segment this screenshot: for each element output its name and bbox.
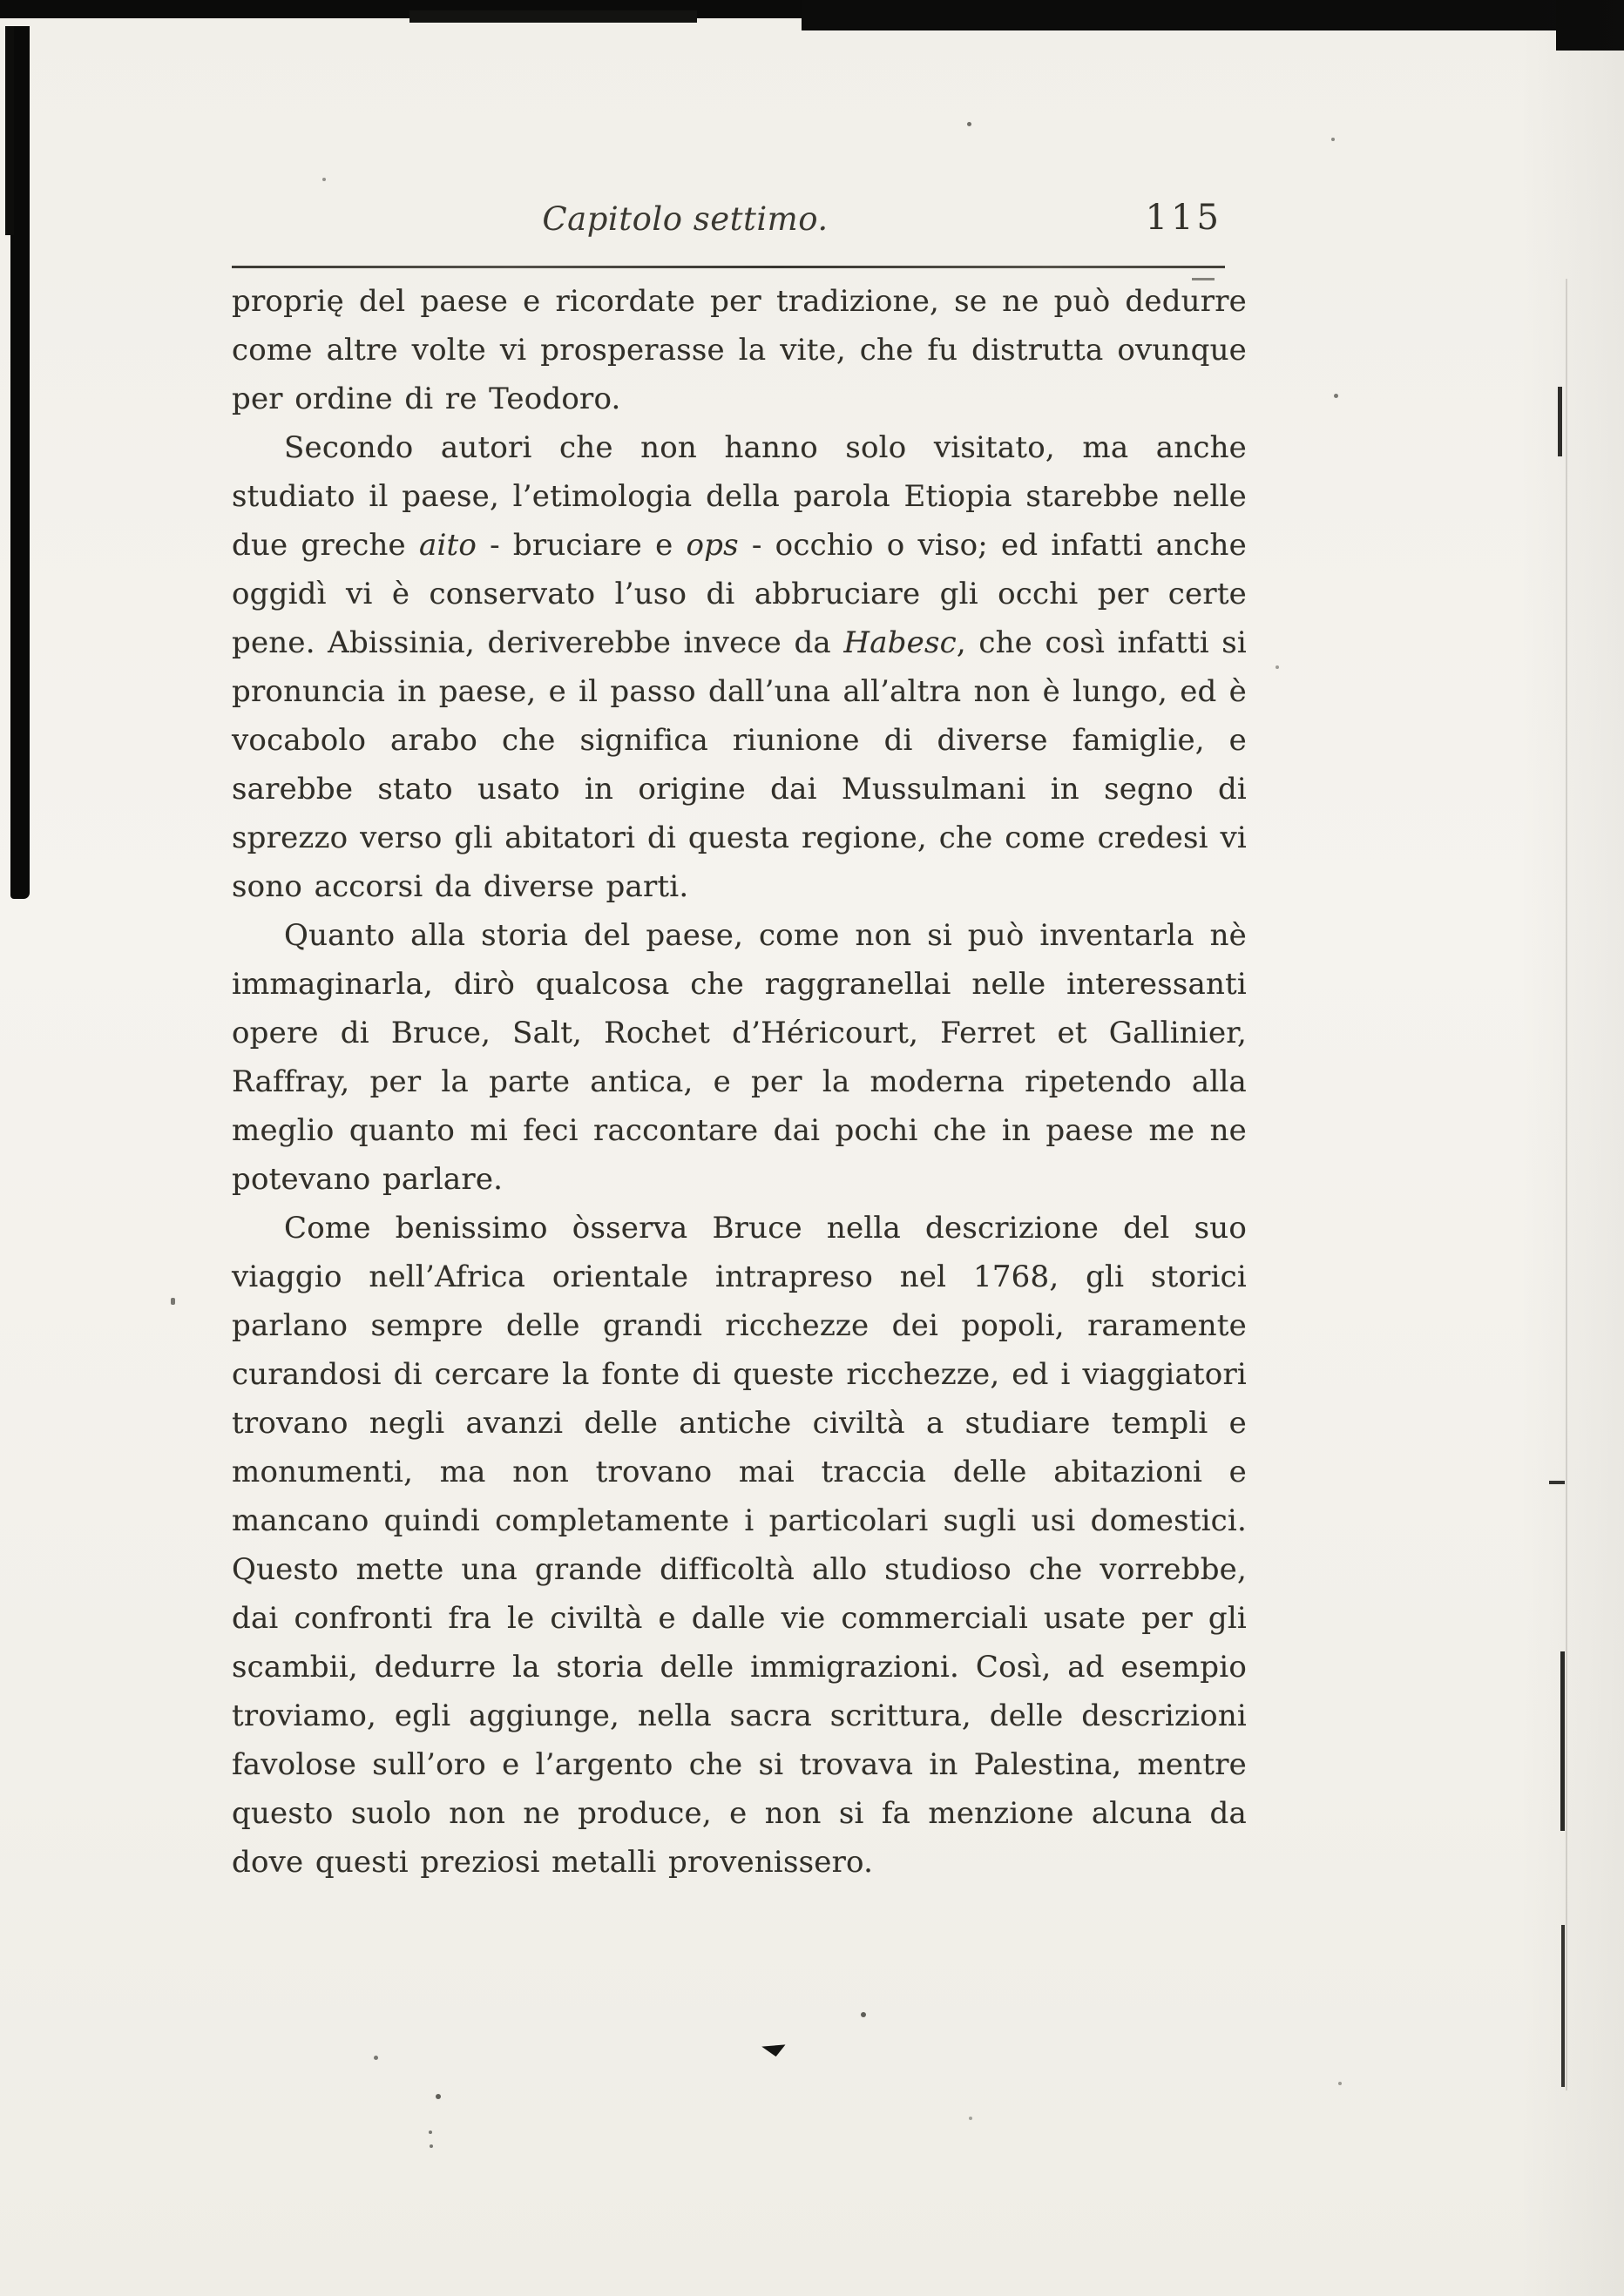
scan-ink-mark (760, 2039, 785, 2058)
scan-artifact-right-mark (1561, 1925, 1565, 2087)
scan-artifact-top-edge (0, 0, 1624, 18)
scan-speck (1338, 2082, 1342, 2085)
scan-speck (430, 2144, 433, 2148)
scan-speck (374, 2056, 378, 2060)
paragraph: Quanto alla storia del paese, come non si può inventarla nè immaginarla, dirò qualcosa che raggranellai nelle interessanti opere di Bruce, Salt, Rochet d’Héricourt, Ferret et Gallinier, Raffray, per la parte antica, e per la moderna ripetendo alla meglio quanto mi feci raccontare dai pochi che in paese me ne potevano parlare. (232, 918, 1247, 1197)
paragraph: Secondo autori che non hanno solo visitato, ma anche studiato il paese, l’etimologia della parola Etiopia starebbe nelle due greche aito - bruciare e ops - occhio o viso; ed infatti anche oggidì vi è conservato l’uso di abbruciare gli occhi per certe pene. Abissinia, deriverebbe invece da Habesc, che così infatti si pronuncia in paese, e il passo dall’una all’altra non è lungo, ed è vocabolo arabo che significa riunione di diverse famiglie, e sarebbe stato usato in origine dai Mussulmani in segno di sprezzo verso gli abitatori di questa regione, che come credesi vi sono accorsi da diverse parti. (232, 430, 1248, 904)
paragraph: proprię del paese e ricordate per tradizione, se ne può dedurre come altre volte vi prosperasse la vite, che fu distrutta ovunque per ordine di re Teodoro. (232, 284, 1247, 416)
scan-artifact-left-bar (10, 26, 30, 899)
scan-artifact-right-mark (1560, 1651, 1565, 1831)
page-header (232, 200, 1247, 256)
text-block (232, 277, 1247, 1887)
scan-speck (967, 122, 971, 126)
scan-artifact-margin-dash (1549, 1481, 1565, 1484)
scan-speck (322, 178, 326, 181)
scan-artifact-right-mark (1558, 387, 1562, 456)
scan-speck (861, 2012, 866, 2017)
scan-artifact-top-right-corner (1556, 0, 1624, 51)
scan-speck (969, 2117, 972, 2120)
scan-speck (429, 2131, 432, 2134)
paragraph: Come benissimo òsserva Bruce nella descrizione del suo viaggio nell’Africa orientale intrapreso nel 1768, gli storici parlano sempre delle grandi ricchezze dei popoli, raramente curandosi di cercare la fonte di queste ricchezze, ed i viaggiatori trovano negli avanzi delle antiche civiltà a studiare templi e monumenti, ma non trovano mai traccia delle abitazioni e mancano quindi completamente i particolari sugli usi domestici. Questo mette una grande difficoltà allo studioso che vorrebbe, dai confronti fra le civiltà e dalle vie commerciali usate per gli scambii, dedurre la storia delle immigrazioni. Così, ad esempio troviamo, egli aggiunge, nella sacra scrittura, delle descrizioni favolose sull’oro e l’argento che si trovava in Palestina, mentre questo suolo non ne produce, e non si fa menzione alcuna da dove questi preziosi metalli provenissero. (232, 1211, 1247, 1880)
scan-speck (1331, 138, 1335, 141)
scan-speck (436, 2094, 441, 2099)
scan-speck (171, 1298, 175, 1305)
scan-artifact-right-crease (1566, 279, 1567, 2090)
scan-artifact-top-edge-right (802, 0, 1624, 30)
scan-speck (1276, 665, 1279, 669)
chapter-title: Capitolo settimo. (542, 200, 829, 238)
scan-speck (1334, 394, 1338, 398)
scan-artifact-left-bar-upper (5, 26, 14, 235)
scan-artifact-top-edge-mid (409, 10, 697, 23)
header-rule (232, 266, 1225, 268)
page-number: 115 (1145, 198, 1222, 238)
